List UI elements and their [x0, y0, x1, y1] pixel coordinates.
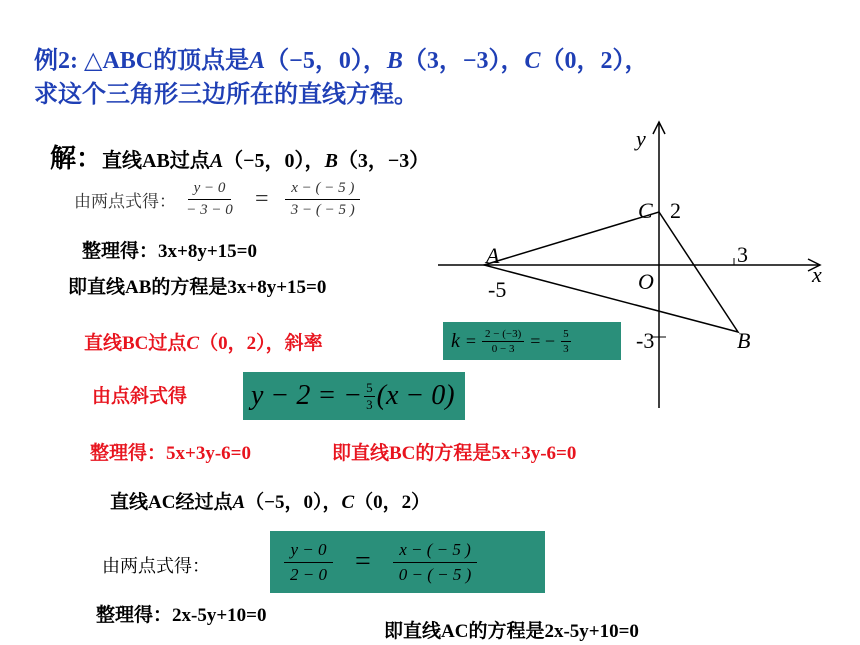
bc-point-slope-label: 由点斜式得 — [92, 386, 188, 407]
bc-simplify: 整理得：5x+3y-6=0 — [90, 443, 251, 464]
ab-result: 即直线AB的方程是3x+8y+15=0 — [68, 277, 327, 298]
slope-value-num: 5 — [563, 327, 569, 340]
ac-equals: = — [354, 546, 371, 577]
point-a-coord: （−5，0）， — [265, 48, 387, 74]
y-axis-label: y — [636, 126, 646, 151]
slope-k-label: k — [451, 329, 460, 352]
ab-equals: = — [255, 186, 269, 212]
x-axis-label: x — [812, 262, 822, 287]
bc-result: 即直线BC的方程是5x+3y-6=0 — [332, 443, 577, 464]
ps-den: 3 — [366, 396, 373, 412]
ac-frac1-den: 2 − 0 — [290, 564, 327, 584]
ab-two-point-label: 由两点式得： — [74, 192, 176, 211]
slope-equals-neg: = − — [530, 330, 556, 351]
vertex-b-label: B — [737, 328, 751, 353]
slope-equals: = — [465, 330, 477, 351]
slope-den: 0 − 3 — [491, 342, 515, 355]
triangle-abc — [484, 212, 738, 332]
point-c-label: C — [524, 48, 541, 74]
ps-num: 5 — [366, 379, 373, 395]
bc-point-c: C — [186, 333, 200, 354]
tick-label-minus5: -5 — [488, 277, 507, 302]
point-b-label: B — [386, 48, 403, 74]
ab-point-a-coord: （−5，0）， — [223, 150, 325, 172]
ac-simplify: 整理得：2x-5y+10=0 — [96, 605, 267, 626]
bc-point-c-coord: （0，2），斜率 — [199, 333, 323, 354]
ac-point-c-coord: （0，2） — [354, 492, 431, 513]
ab-frac2-num: x − ( − 5 ) — [285, 180, 360, 200]
vertex-c-label: C — [638, 198, 653, 223]
ab-frac1-num: y − 0 — [188, 180, 232, 200]
ac-point-a: A — [232, 492, 246, 513]
ab-pass-text: 直线AB过点 — [102, 150, 210, 172]
ac-point-c: C — [341, 492, 355, 513]
tick-label-2: 2 — [670, 198, 681, 223]
tick-label-minus3: -3 — [636, 328, 655, 353]
ab-point-a: A — [209, 150, 224, 172]
ac-frac1-num: y − 0 — [284, 540, 332, 563]
ps-left: y − 2 = − — [251, 380, 363, 411]
vertex-a-label: A — [486, 243, 500, 268]
ac-result: 即直线AC的方程是2x-5y+10=0 — [384, 621, 639, 642]
ab-point-b-coord: （3，−3） — [337, 150, 430, 172]
ab-simplify: 整理得：3x+8y+15=0 — [82, 241, 257, 262]
ab-frac2-den: 3 − ( − 5 ) — [290, 202, 355, 218]
problem-statement-line2: 求这个三角形三边所在的直线方程。 — [34, 82, 418, 108]
ac-point-a-coord: （−5，0）， — [245, 492, 342, 513]
ab-frac1-den: − 3 − 0 — [186, 202, 233, 218]
slope-value-den: 3 — [563, 342, 569, 355]
ac-two-point-label: 由两点式得： — [102, 556, 210, 576]
origin-label: O — [638, 269, 654, 294]
ac-frac2-den: 0 − ( − 5 ) — [398, 564, 472, 584]
point-b-coord: （3，−3）， — [402, 48, 525, 74]
tick-label-3: 3 — [737, 242, 748, 267]
problem-prefix: 例2: △ABC的顶点是 — [34, 48, 250, 74]
point-c-coord: （0，2）， — [540, 48, 649, 74]
slope-num: 2 − (−3) — [482, 328, 524, 342]
point-a-label: A — [249, 48, 266, 74]
ac-frac2-num: x − ( − 5 ) — [393, 540, 477, 563]
ps-right: (x − 0) — [376, 380, 455, 411]
bc-pass-text: 直线BC过点 — [84, 333, 187, 354]
ac-pass-text: 直线AC经过点 — [110, 492, 233, 513]
solve-label: 解： — [50, 144, 103, 173]
ab-point-b: B — [324, 150, 338, 172]
